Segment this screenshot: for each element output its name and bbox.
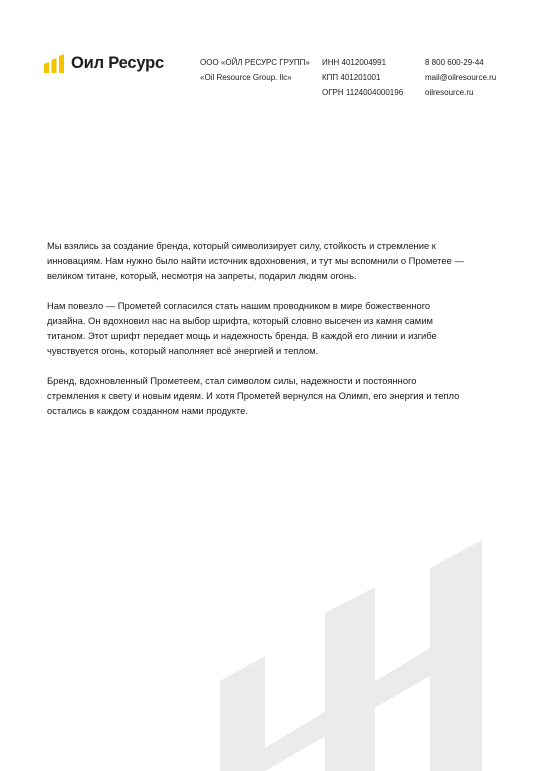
- email-address: mail@oilresource.ru: [425, 73, 497, 82]
- paragraph-line: великом титане, который, несмотря на запреты, подарил людям огонь.: [47, 270, 357, 281]
- ogrn: ОГРН 1124004000196: [322, 88, 404, 97]
- watermark-bar-3: [430, 540, 482, 771]
- logo-bar-short: [44, 62, 49, 73]
- company-logo: [44, 53, 164, 73]
- logo-text: Оил Ресурс: [71, 53, 164, 72]
- paragraph-2: [47, 298, 507, 358]
- logo-bar-tall: [59, 54, 64, 73]
- paragraph-line: Бренд, вдохновленный Прометеем, стал символом силы, надежности и постоянного: [47, 375, 417, 386]
- website-url: oilresource.ru: [425, 88, 474, 97]
- paragraph-1: [47, 238, 507, 283]
- kpp: КПП 401201001: [322, 73, 381, 82]
- watermark-bar-1: [220, 656, 265, 771]
- phone-number: 8 800 600-29-44: [425, 58, 484, 67]
- paragraph-3: [47, 373, 507, 418]
- contacts-block: [425, 55, 496, 100]
- paragraph-line: остались в каждом созданном нами продукте.: [47, 405, 248, 416]
- letter-body: [47, 238, 507, 433]
- paragraph-line: Мы взялись за создание бренда, который символизирует силу, стойкость и стремление к: [47, 240, 436, 251]
- paragraph-line: Нам повезло — Прометей согласился стать нашим проводником в мире божественного: [47, 300, 431, 311]
- paragraph-line: инновациям. Нам нужно было найти источник вдохновения, и тут мы вспомнили о Прометее —: [47, 255, 464, 266]
- watermark-bars-icon: [220, 520, 545, 771]
- company-name-latin: «Oil Resource Group. llc»: [200, 73, 292, 82]
- paragraph-line: титаном. Этот шрифт передает мощь и надежность бренда. В каждой его линии и изгибе: [47, 330, 437, 341]
- paragraph-line: стремления к свету и новым идеям. И хотя Прометей вернулся на Олимп, его энергия и тепло: [47, 390, 460, 401]
- logo-bars-icon: [44, 53, 66, 73]
- inn: ИНН 4012004991: [322, 58, 387, 67]
- paragraph-line: чувствуется огонь, который наполняет всё энергией и теплом.: [47, 345, 319, 356]
- registration-block: [322, 55, 403, 100]
- paragraph-line: дизайна. Он вдохновил нас на выбор шрифта, который словно высечен из камня самим: [47, 315, 433, 326]
- company-name-block: [200, 55, 310, 85]
- company-name: ООО «ОЙЛ РЕСУРС ГРУПП»: [200, 58, 310, 67]
- watermark-bar-2: [325, 587, 375, 771]
- logo-bar-medium: [52, 58, 57, 73]
